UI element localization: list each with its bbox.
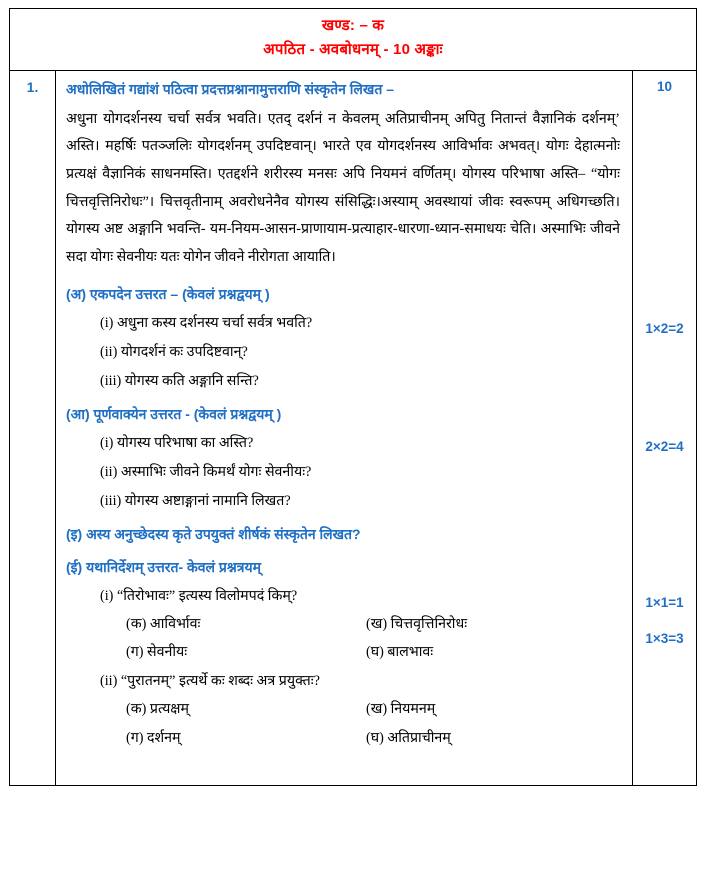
question-number: 1. [26,78,39,95]
marks-total: 10 [656,78,673,94]
question-title: अधोलिखितं गद्यांशं पठित्वा प्रदत्तप्रश्नानामुत्तराणि संस्कृतेन लिखत – [66,80,394,97]
marks-section-a: 1×2=2 [645,320,684,336]
sub-question: (ii) अस्माभिः जीवने किमर्थं योगः सेवनीयः? [100,463,312,480]
sub-question: (i) योगस्य परिभाषा का अस्ति? [100,434,254,451]
marks-section-i: 1×1=1 [645,594,684,610]
sub-question: (i) अधुना कस्य दर्शनस्य चर्चा सर्वत्र भवति? [100,314,313,331]
section-subtitle: अपठित - अवबोधनम् - 10 अङ्काः [263,41,443,59]
mcq-option[interactable]: (घ) बालभावः [366,644,434,661]
header-row [10,9,697,71]
mcq-option[interactable]: (ग) दर्शनम् [126,729,181,746]
marks-section-aa: 2×2=4 [645,438,684,454]
mcq-option[interactable]: (क) प्रत्यक्षम् [126,701,189,718]
section-heading-a: (अ) एकपदेन उत्तरत – (केवलं प्रश्नद्वयम् ) [66,285,270,302]
sub-question: (iii) योगस्य अष्टाङ्गानां नामानि लिखत? [100,492,291,509]
section-heading-aa: (आ) पूर्णवाक्येन उत्तरत - (केवलं प्रश्नद्वयम् ) [66,405,282,422]
paper-header-cell [10,9,697,71]
mcq-option[interactable]: (घ) अतिप्राचीनम् [366,729,451,746]
mcq-prompt: (ii) “पुरातनम्” इत्यर्थे कः शब्दः अत्र प्रयुक्तः? [100,673,320,690]
question-row [10,70,697,785]
sub-question: (ii) योगदर्शनं कः उपदिष्टवान्? [100,343,248,360]
mcq-option[interactable]: (ग) सेवनीयः [126,644,188,661]
mcq-prompt: (i) “तिरोभावः” इत्यस्य विलोमपदं किम्? [100,587,298,604]
mcq-option-row [126,614,622,635]
mcq-option[interactable]: (ख) नियमनम् [366,701,436,718]
reading-passage: अधुना योगदर्शनस्य चर्चा सर्वत्र भवति। एतद् दर्शनं न केवलम् अतिप्राचीनम् अपितु नितान्तं वैज्ञानिकं दर्शनम्’ अस्ति। महर्षिः पतञ्जलिः योगदर्शनम् उपदिष्टवान्। भारते एव योगदर्शनस्य आविर्भावः अभवत्। योगः देहात्मनोः प्रत्यक्षं वैज्ञानिकं साधनमस्ति। एतद्दर्शने शरीरस्य मनसः अपि नियमनं वर्णितम्। योगस्य परिभाषा अस्ति– “योगः चित्तवृत्तिनिरोधः”। चित्तवृतीनाम् अवरोधनेनैव योगस्य संसिद्धिः।अस्याम् अवस्थायां जीवः स्वरूपम् अधिगच्छति। योगस्य अष्ट अङ्गानि भवन्ति- यम-नियम-आसन-प्राणायाम-प्रत्याहार-धारणा-ध्यान-समाधयः चेति। अस्माभिः जीवने सदा योगः सेवनीयः यतः योगेन जीवने नीरोगता आयाति। [66,110,620,266]
marks-column-cell [633,70,697,785]
section-heading-i: (इ) अस्य अनुच्छेदस्य कृते उपयुक्तं शीर्षकं संस्कृतेन लिखत? [66,525,361,542]
section-heading-ii: (ई) यथानिर्देशम् उत्तरत- केवलं प्रश्नत्रयम् [66,558,261,575]
marks-section-ii: 1×3=3 [645,630,684,646]
sub-question: (iii) योगस्य कति अङ्गानि सन्ति? [100,372,259,389]
question-body-cell [56,70,633,785]
section-label: खण्ड: – क [321,17,385,34]
mcq-option-row [126,728,622,749]
question-paper-table [9,8,697,786]
question-number-cell [10,70,56,785]
mcq-option[interactable]: (ख) चित्तवृत्तिनिरोधः [366,615,468,632]
mcq-option-row [126,699,622,720]
bottom-spacer [66,749,622,775]
mcq-option[interactable]: (क) आविर्भावः [126,615,201,632]
mcq-option-row [126,642,622,663]
exam-page [0,8,703,889]
